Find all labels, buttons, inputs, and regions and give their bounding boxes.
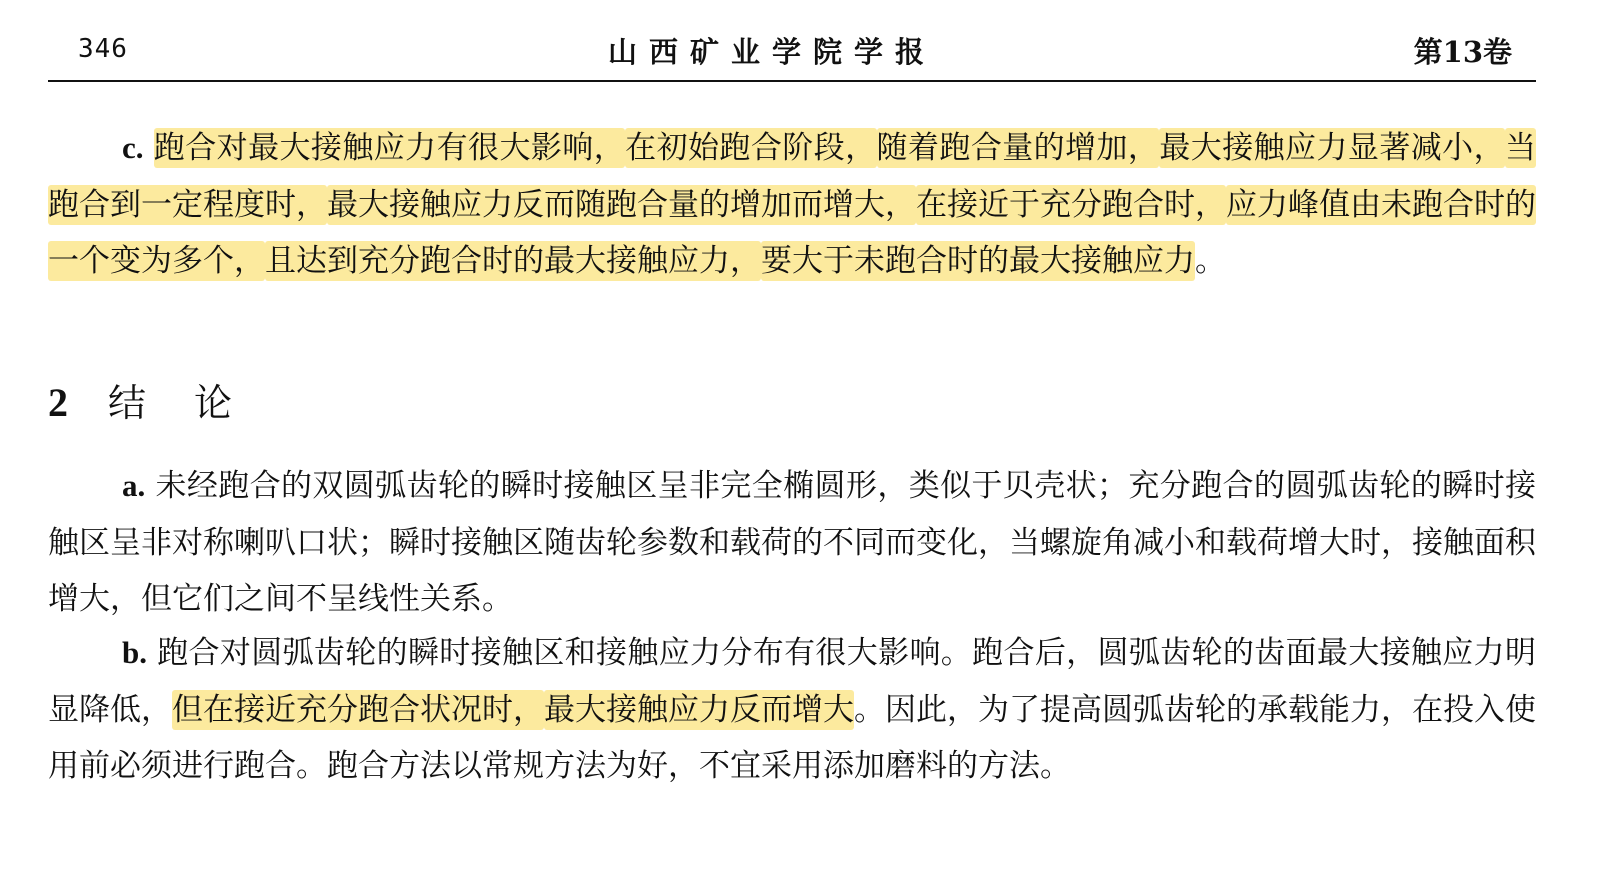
journal-title: 山西矿业学院学报: [608, 35, 937, 69]
highlighted-text: 在接近于充分跑合时，: [916, 186, 1226, 223]
highlighted-text: 最大接触应力反而随跑合量的增加而增大，: [327, 186, 916, 223]
paragraph-label: a.: [122, 468, 146, 503]
highlighted-text: 跑合对最大接触应力有很大影响，: [153, 130, 626, 166]
highlighted-text: 且达到充分跑合时的最大接触应力，: [265, 243, 761, 279]
page-number: 346: [78, 34, 128, 64]
highlighted-text: 但在接近充分跑合状况时，: [172, 691, 544, 728]
paragraph-c: [48, 120, 1536, 290]
highlighted-text: 在初始跑合阶段，: [625, 130, 877, 166]
running-header: [48, 28, 1536, 78]
body-text: 。: [1195, 243, 1226, 279]
paragraph-label: c.: [122, 130, 144, 165]
highlighted-text: 应力峰值由未跑合时的一个变为多个，: [48, 186, 1536, 279]
header-rule: [48, 80, 1536, 82]
volume-label: 第13卷: [1413, 35, 1512, 69]
body-text: 。因此，为了提高圆弧齿轮的承载能力，在投入使用前必须进行跑合。跑合方法以常规方法为好，不宜采用添加磨料的方法。: [48, 691, 1536, 784]
paragraph-body: [48, 635, 1536, 784]
body-text: 未经跑合的双圆弧齿轮的瞬时接触区呈非完全椭圆形，类似于贝壳状；充分跑合的圆弧齿轮的瞬时接触区呈非对称喇叭口状；瞬时接触区随齿轮参数和载荷的不同而变化，当螺旋角减小和载荷增大时，接触面积增大，但它们之间不呈线性关系。: [48, 468, 1537, 617]
paragraph-a: [48, 458, 1536, 628]
paragraph-body: [48, 468, 1536, 617]
paragraph-body: [48, 128, 1536, 281]
highlighted-text: 最大接触应力显著减小，: [1159, 130, 1506, 166]
highlighted-text: 当跑合到一定程度时，: [48, 130, 1537, 223]
highlighted-text: 要大于未跑合时的最大接触应力: [761, 243, 1195, 279]
highlighted-text: 最大接触应力反而增大: [544, 691, 854, 728]
document-page: [48, 0, 1536, 892]
highlighted-text: 随着跑合量的增加，: [876, 130, 1160, 166]
body-text: 跑合对圆弧齿轮的瞬时接触区和接触应力分布有很大影响。跑合后，圆弧齿轮的齿面最大接触应力明显降低，: [48, 635, 1536, 728]
paragraph-b: [48, 625, 1536, 795]
paragraph-label: b.: [122, 635, 147, 670]
section-title: 结论: [108, 381, 281, 425]
section-heading: [48, 372, 280, 427]
section-number: 2: [48, 380, 68, 425]
